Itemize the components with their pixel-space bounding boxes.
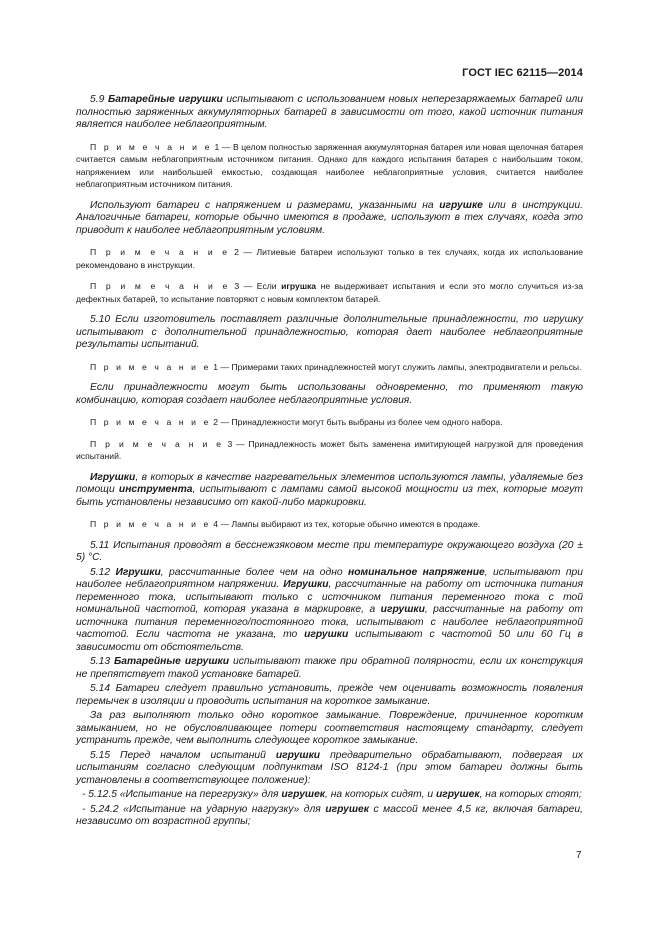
text-run: За раз выполняют только одно короткое замыкание. Повреждение, причиненное коротким замыканием, но не обусловливающее потери соответствия настоящему стандарту, следует устранить прежде, чем выполнить следующее короткое замыкание.	[76, 710, 583, 746]
text-run: испытывают с частотой 50 или 60 Гц в зависимости от обстоятельств.	[76, 629, 584, 653]
text-run: не выдерживает испытания и если это могло случиться из-за дефектных батарей, то испытание повторяют с новым комплектом батарей.	[76, 281, 584, 304]
defined-term: Игрушки	[115, 566, 161, 578]
text-run: 2 — Принадлежности могут быть выбраны из более чем одного набора.	[210, 417, 503, 427]
text-run: 5.14 Батареи следует правильно установить, прежде чем оценивать возможность появления перемычек в изоляции и проводить испытания на короткое замыкание.	[76, 683, 583, 707]
defined-term: Батарейные игрушки	[107, 94, 223, 105]
body-paragraph	[76, 472, 583, 510]
text-run: П р и м е ч а н и е	[90, 417, 211, 427]
text-run: - 5.12.5 «Испытание на перегрузку» для	[82, 789, 282, 800]
standard-header: ГОСТ IEC 62115—2014	[462, 67, 583, 79]
text-run: поставляет различные дополнительные принадлежности, то игрушку испытывают с дополнительной принадлежностью, которая дает наиболее неблагоприятные результаты испытаний.	[76, 314, 584, 350]
text-run: П р и м е ч а н и е	[90, 247, 230, 257]
note-paragraph	[76, 141, 583, 191]
text-run: 5.12	[90, 566, 116, 578]
text-run: 3 — Если	[229, 281, 282, 291]
body-paragraph	[76, 200, 583, 238]
text-run: , на которых сидят, и	[325, 789, 436, 800]
body-paragraph	[76, 567, 583, 655]
body-paragraph	[76, 683, 583, 708]
text-run: 5.11 Испытания проводят в бесснежзяковом месте при температуре окружающего воздуха (20 ± 5) °С.	[76, 539, 583, 563]
text-run: 1 — Примерами таких принадлежностей могут служить лампы, электродвигатели и рельсы.	[210, 361, 582, 372]
defined-term: игрушке	[439, 199, 483, 211]
text-run: П р и м е ч а н и е	[90, 281, 230, 291]
defined-term: игрушка	[281, 281, 317, 291]
page-number: 7	[576, 850, 582, 861]
note-paragraph	[76, 361, 583, 374]
text-run: , рассчитанные на работу от источника питания переменного тока, испытывают только с источником питания переменного тока с той номинальной частотой, которая указана в маркировке, а	[76, 579, 583, 615]
document-body	[76, 94, 583, 831]
text-run: 5.10 Если	[90, 314, 144, 325]
text-run: 5.15 Перед началом испытаний	[90, 749, 276, 761]
text-run: 2 — Литиевые батареи используют только в тех случаях, когда их использование рекомендовано в инструкции.	[76, 247, 583, 270]
text-run: , испытывают с лампами самой высокой мощности из тех, которые могут быть установлены независимо от какой-либо маркировки.	[76, 484, 583, 508]
text-run: П р и м е ч а н и е	[90, 361, 211, 372]
text-run: 5.13	[90, 656, 114, 667]
body-paragraph	[76, 94, 583, 132]
note-paragraph	[76, 280, 583, 305]
body-paragraph	[76, 656, 583, 681]
body-paragraph	[76, 540, 583, 565]
body-paragraph	[76, 314, 583, 352]
defined-term: игрушек	[435, 789, 480, 800]
text-run: или в инструкции. Аналогичные батареи, которые обычно имеются в продаже, используют в тех случаях, когда это приводит к наиболее неблагоприятным условиям.	[76, 199, 583, 236]
defined-term: игрушек	[325, 803, 369, 815]
text-run: П р и м е ч а н и е	[90, 438, 224, 449]
text-run: предварительно обрабатывают, подвергая их испытаниям согласно следующим подпунктам ISO 8124-1 (при этом батареи должны быть установлены в соответствующее положение):	[76, 749, 583, 786]
defined-term: Игрушки	[283, 579, 329, 590]
defined-term: игрушек	[281, 789, 326, 800]
note-paragraph	[76, 246, 583, 271]
text-run: , рассчитанные на работу от источника питания переменного/постоянного тока, испытывают с наиболее неблагоприятной частотой. Если частота не указана, то	[76, 604, 583, 640]
text-run: - 5.24.2 «Испытание на ударную нагрузку» для	[82, 803, 326, 815]
text-run: испытывают с использованием новых неперезаряжаемых батарей или полностью заряженных аккумуляторных батарей в зависимости от того, какой источник питания является наиболее неблагоприятным.	[76, 94, 583, 130]
defined-term: Батарейные игрушки	[113, 656, 230, 667]
body-paragraph	[76, 710, 583, 748]
defined-term: игрушки	[304, 629, 349, 640]
text-run: 3 — Принадлежность может быть заменена имитирующей нагрузкой для проведения испытаний.	[76, 438, 583, 461]
text-run: , на которых стоят;	[479, 789, 582, 800]
text-run: 1 — В целом полностью заряженная аккумуляторная батарея или новая щелочная батарея считается самым неблагоприятным источником питания. Однако для каждого испытания батарея с наибольшим током, напряжением или наибольшей емкостью, создающая наиболее неблагоприятные условия, считается наиболее неблагоприятным источником питания.	[76, 141, 583, 189]
list-item	[76, 789, 583, 802]
text-run: с массой менее 4,5 кг, включая батареи, независимо от возрастной группы;	[76, 803, 583, 827]
list-item	[76, 804, 583, 829]
defined-term: Игрушки	[90, 471, 136, 483]
text-run: 5.9	[90, 94, 108, 105]
defined-term: игрушки	[275, 749, 321, 761]
text-run: , в которых в качестве нагревательных элементов используются лампы, удаляемые без помощи	[76, 471, 583, 495]
text-run: изготовитель	[143, 314, 216, 325]
defined-term: инструмента	[118, 484, 193, 495]
text-run: Если принадлежности могут быть использованы одновременно, то применяют такую комбинацию, которая создает наиболее неблагоприятные условия.	[76, 382, 583, 406]
text-run: Используют батареи с напряжением и размерами, указанными на	[90, 199, 440, 211]
text-run: , испытывают при наиболее неблагоприятном напряжении.	[76, 566, 583, 590]
text-run: П р и м е ч а н и е	[90, 141, 213, 152]
body-paragraph	[76, 382, 583, 407]
note-paragraph	[76, 416, 583, 429]
defined-term: номинальное напряжение	[348, 566, 485, 578]
defined-term: игрушки	[380, 604, 425, 615]
text-run: , рассчитанные более чем на одно	[160, 566, 348, 578]
text-run: испытывают также при обратной полярности, если их конструкция не препятствует такой установке батарей.	[76, 656, 583, 680]
body-paragraph	[76, 750, 583, 788]
note-paragraph	[76, 518, 583, 531]
text-run: 4 — Лампы выбирают из тех, которые обычно имеются в продаже.	[210, 519, 481, 529]
text-run: П р и м е ч а н и е	[90, 519, 211, 529]
note-paragraph	[76, 438, 583, 463]
